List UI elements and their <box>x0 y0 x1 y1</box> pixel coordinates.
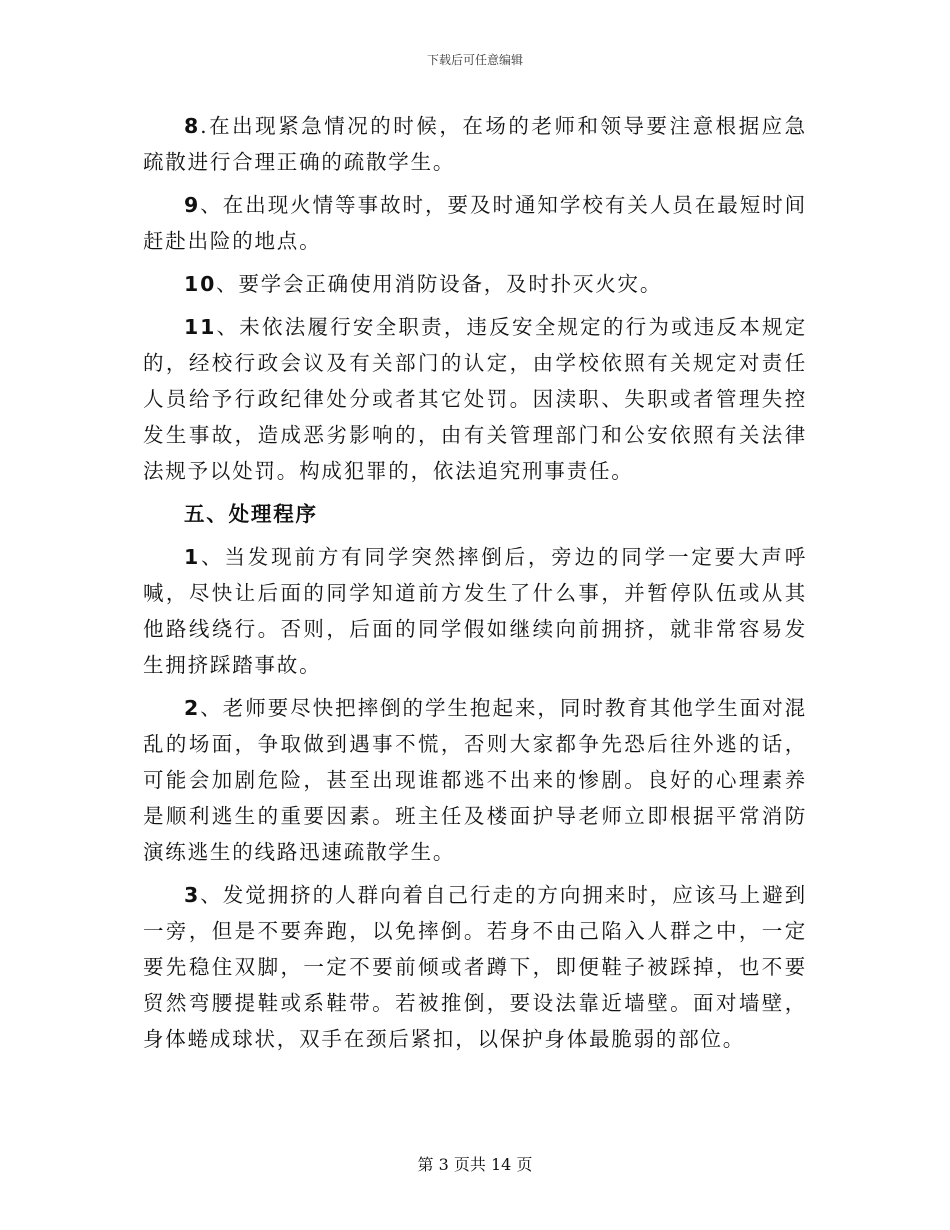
paragraph-text: 在出现紧急情况的时候，在场的老师和领导要注意根据应急疏散进行合理正确的疏散学生。 <box>143 114 807 174</box>
item-number: 9 <box>184 193 201 217</box>
item-number: 3 <box>184 883 201 907</box>
paragraph-text: 当发现前方有同学突然摔倒后，旁边的同学一定要大声呼喊，尽快让后面的同学知道前方发生了什么事，并暂停队伍或从其他路线绕行。否则，后面的同学假如继续向前拥挤，就非常容易发生拥挤踩踏事故。 <box>143 545 807 677</box>
item-separator: 、 <box>216 272 239 296</box>
item-separator: . <box>200 114 209 138</box>
page-header: 下载后可任意编辑 <box>426 53 523 67</box>
paragraph-text: 发觉拥挤的人群向着自己行走的方向拥来时，应该马上避到一旁，但是不要奔跑，以免摔倒。若身不由己陷入人群之中，一定要先稳住双脚，一定不要前倾或者蹲下，即便鞋子被踩掉，也不要贸然弯腰提鞋或系鞋带。若被推倒，要设法靠近墙壁。面对墙壁，身体蜷成球状，双手在颈后紧扣，以保护身体最脆弱的部位。 <box>143 883 807 1051</box>
item-number: 1 <box>184 545 201 569</box>
procedure-item-2 <box>143 690 807 870</box>
procedure-item-1 <box>143 539 807 683</box>
procedure-item-3 <box>143 877 807 1057</box>
paragraph-item-8 <box>143 108 807 180</box>
item-separator: 、 <box>200 696 223 720</box>
paragraph-text: 要学会正确使用消防设备，及时扑灭火灾。 <box>238 272 663 296</box>
item-number: 8 <box>184 114 201 138</box>
item-number: 10 <box>184 272 217 296</box>
item-separator: 、 <box>200 545 225 569</box>
page-footer: 第 3 页共 14 页 <box>417 1155 533 1174</box>
item-separator: 、 <box>200 193 223 217</box>
paragraph-text: 在出现火情等事故时，要及时通知学校有关人员在最短时间赶赴出险的地点。 <box>143 193 807 253</box>
paragraph-item-10 <box>143 266 807 302</box>
paragraph-item-11 <box>143 309 807 489</box>
document-body <box>143 108 807 1064</box>
section-heading: 五、处理程序 <box>184 502 318 526</box>
paragraph-text: 老师要尽快把摔倒的学生抱起来，同时教育其他学生面对混乱的场面，争取做到遇事不慌，否则大家都争先恐后往外逃的话，可能会加剧危险，甚至出现谁都逃不出来的惨剧。良好的心理素养是顺利逃生的重要因素。班主任及楼面护导老师立即根据平常消防演练逃生的线路迅速疏散学生。 <box>143 696 807 864</box>
paragraph-text: 未依法履行安全职责，违反安全规定的行为或违反本规定的，经校行政会议及有关部门的认定，由学校依照有关规定对责任人员给予行政纪律处分或者其它处罚。因渎职、失职或者管理失控发生事故，造成恶劣影响的，由有关管理部门和公安依照有关法律法规予以处罚。构成犯罪的，依法追究刑事责任。 <box>143 315 807 483</box>
item-number: 11 <box>184 315 217 339</box>
item-separator: 、 <box>216 315 240 339</box>
item-separator: 、 <box>200 883 223 907</box>
item-number: 2 <box>184 696 201 720</box>
paragraph-item-9 <box>143 187 807 259</box>
